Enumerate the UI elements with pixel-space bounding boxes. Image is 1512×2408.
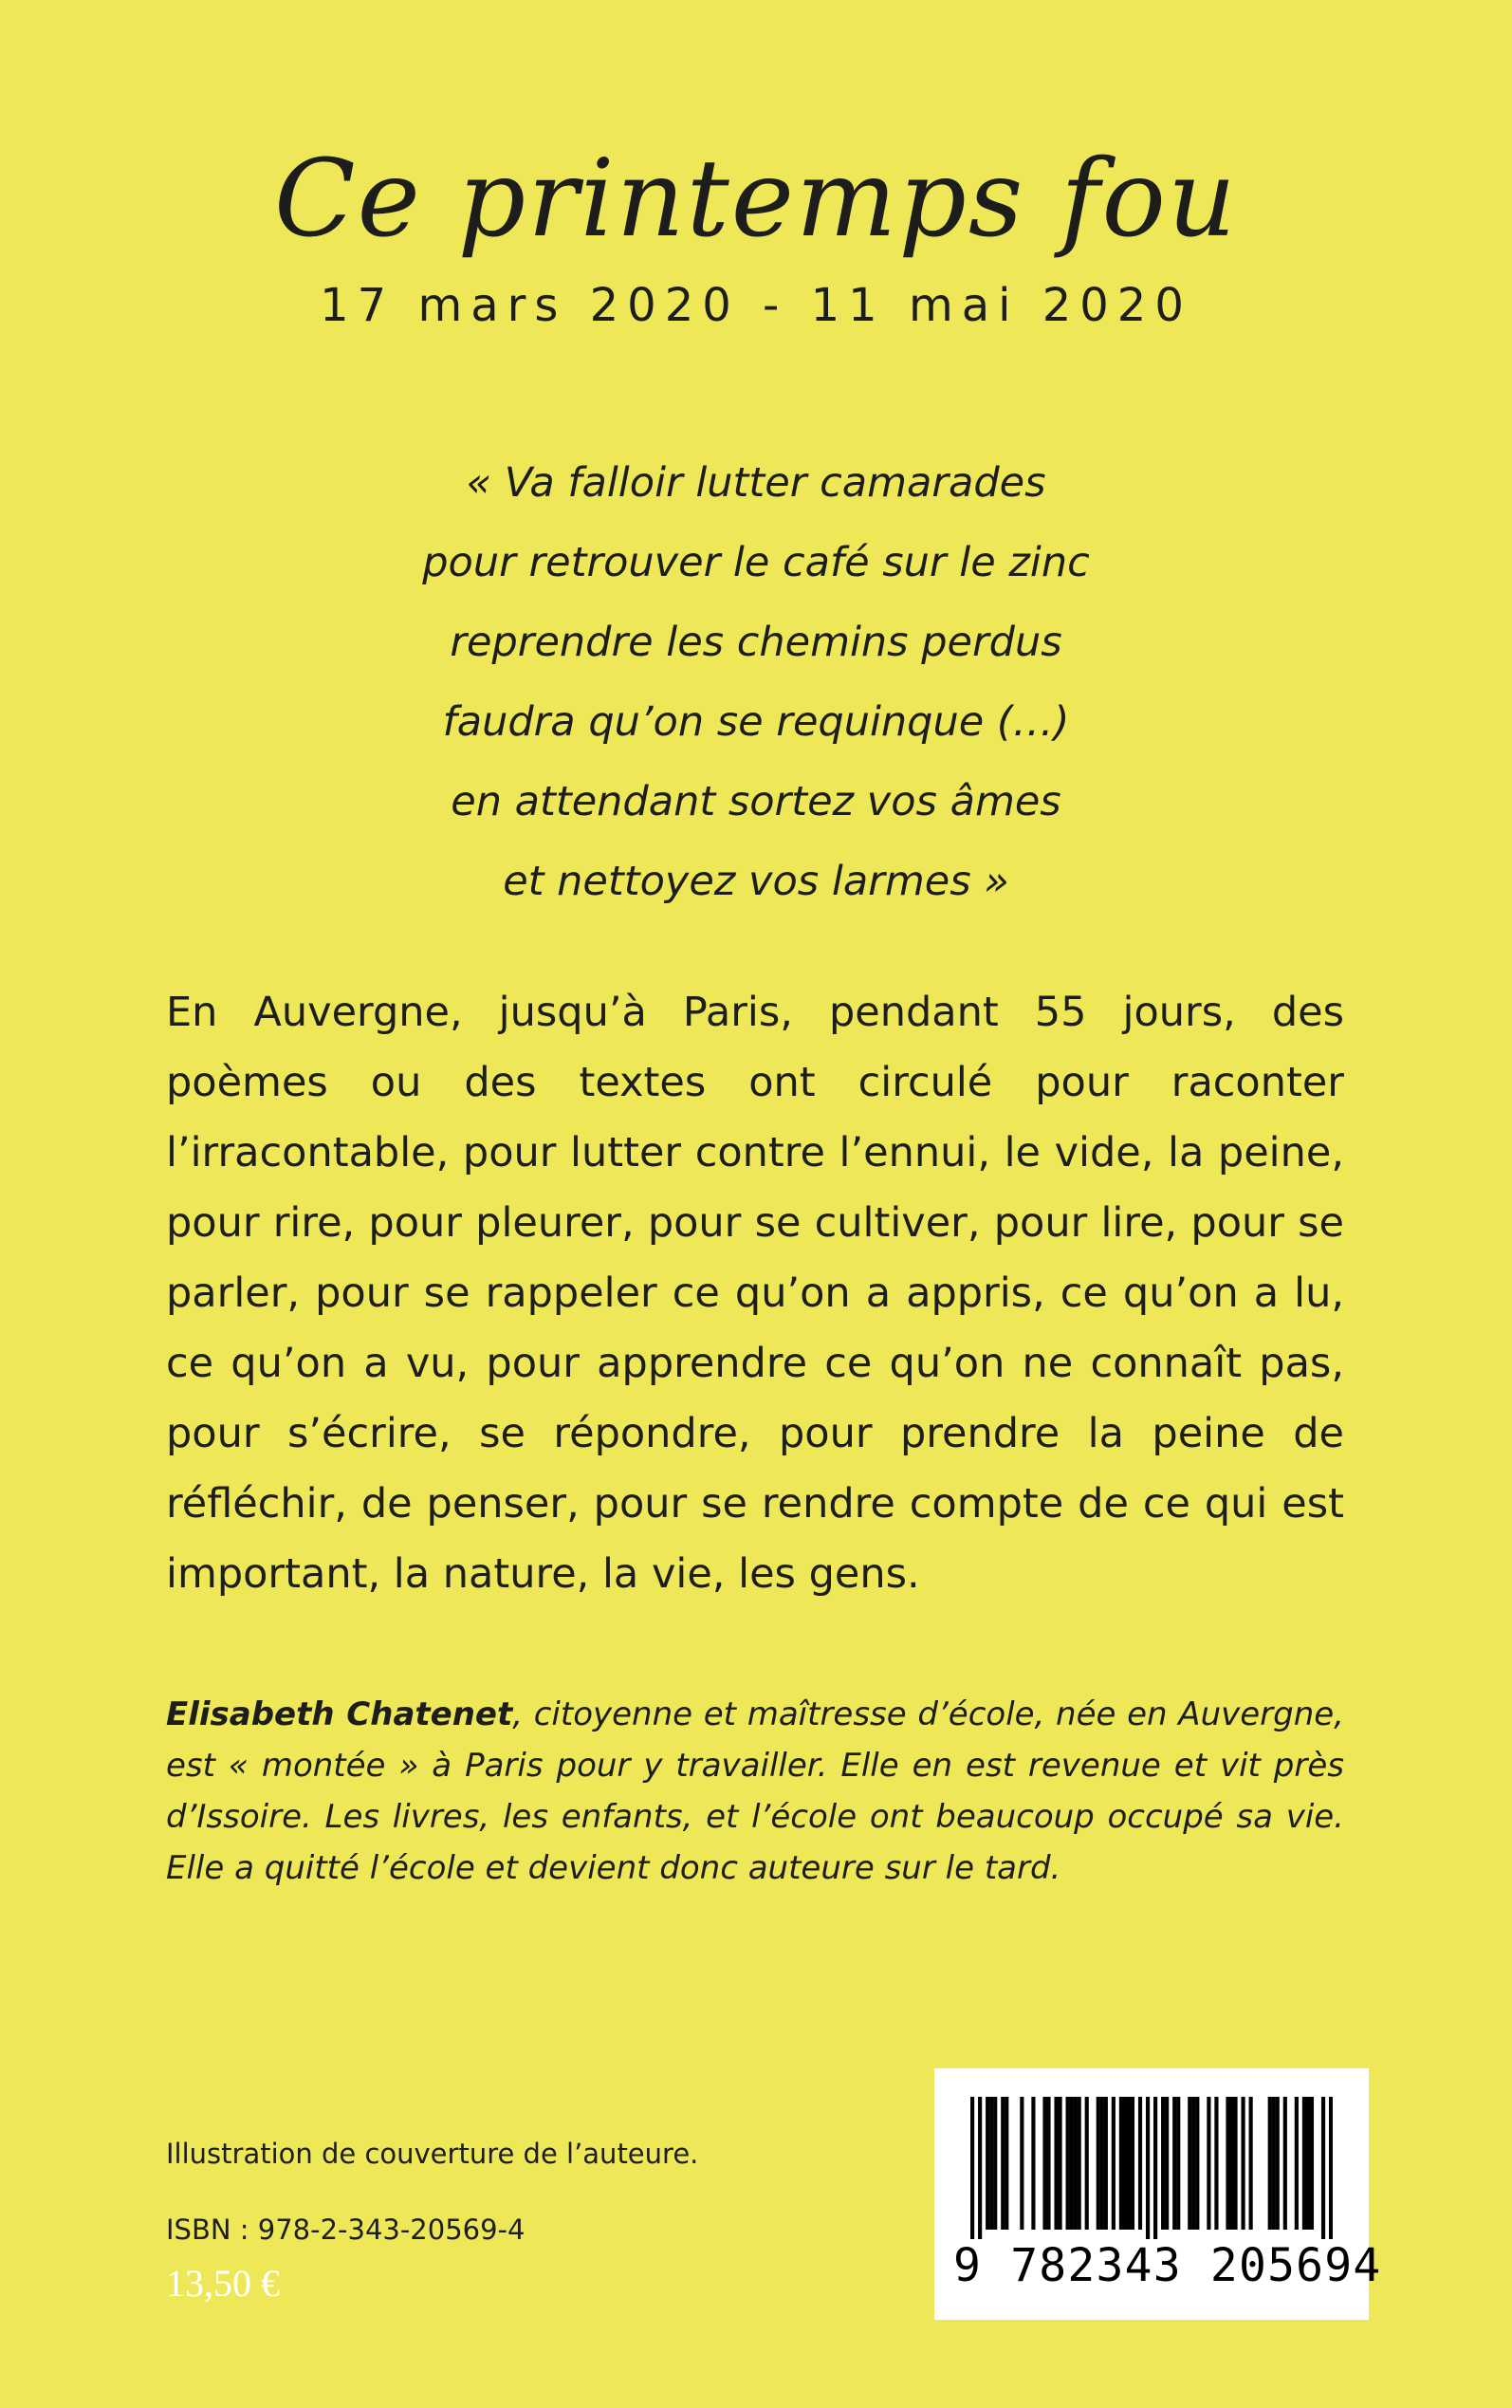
barcode-bar xyxy=(1054,2097,1058,2230)
barcode-bar xyxy=(1123,2097,1127,2230)
barcode-bar xyxy=(1226,2097,1229,2230)
poem-line: « Va falloir lutter camarades xyxy=(466,459,1046,507)
barcode-bar xyxy=(1214,2097,1218,2230)
barcode-bar xyxy=(1302,2097,1306,2230)
barcode-bar xyxy=(1078,2097,1081,2230)
barcode-bar xyxy=(1138,2097,1142,2230)
poem-line: pour retrouver le café sur le zinc xyxy=(422,539,1090,586)
barcode-bar xyxy=(989,2097,993,2230)
poem-line: en attendant sortez vos âmes xyxy=(451,778,1061,825)
barcode-bar xyxy=(1119,2097,1123,2230)
barcode-bar xyxy=(1020,2097,1023,2230)
barcode-bar xyxy=(1100,2097,1104,2230)
barcode-bar xyxy=(1329,2097,1333,2239)
barcode-bar xyxy=(1233,2097,1237,2230)
barcode-bar xyxy=(1272,2097,1276,2230)
book-summary: En Auvergne, jusqu’à Paris, pendant 55 jours, des poèmes ou des textes ont circulé pour raconter l’irracontable, pour lutter contre l’ennui, le vide, la peine, pour rire, pour pleurer, pour se cultiver, pour lire, pour se parler, pour se rappeler ce qu’on a appris, ce qu’on a lu, ce qu’on a vu, pour apprendre ce qu’on ne connaît pas, pour s’écrire, se répondre, pour prendre la peine de réfléchir, de penser, pour se rendre compte de ce qui est important, la nature, la vie, les gens. xyxy=(166,989,1344,1598)
date-range: 17 mars 2020 - 11 mai 2020 xyxy=(320,279,1192,332)
isbn-label: ISBN : 978-2-343-20569-4 xyxy=(166,2214,526,2246)
barcode-bar xyxy=(1310,2097,1314,2230)
author-bio xyxy=(166,1689,1344,1894)
barcode-bars xyxy=(970,2097,1333,2239)
barcode-bar xyxy=(1321,2097,1325,2239)
barcode-bar xyxy=(1229,2097,1233,2230)
barcode-bar xyxy=(1097,2097,1100,2230)
price-label: 13,50 € xyxy=(166,2262,280,2305)
barcode-bar xyxy=(1188,2097,1191,2230)
barcode-digits: 9 782343 205694 xyxy=(953,2239,1382,2292)
poem-excerpt xyxy=(0,450,1512,928)
barcode-bar xyxy=(1127,2097,1131,2230)
barcode-bar xyxy=(970,2097,974,2239)
barcode-bar xyxy=(1306,2097,1310,2230)
barcode-bar xyxy=(1066,2097,1070,2230)
barcode-bar xyxy=(1165,2097,1169,2230)
barcode-bar xyxy=(1074,2097,1078,2230)
poem-line: faudra qu’on se requinque (…) xyxy=(442,698,1070,746)
barcode-bar xyxy=(1046,2097,1050,2230)
barcode-bar xyxy=(1070,2097,1074,2230)
barcode-bar xyxy=(1161,2097,1165,2230)
barcode-bar xyxy=(1176,2097,1180,2230)
barcode-bar xyxy=(1085,2097,1089,2230)
poem-line: et nettoyez vos larmes » xyxy=(503,858,1009,905)
barcode-bar xyxy=(1207,2097,1210,2230)
barcode-bar xyxy=(1058,2097,1061,2230)
poem-line: reprendre les chemins perdus xyxy=(450,619,1062,666)
barcode-bar xyxy=(1031,2097,1035,2230)
barcode-bar xyxy=(1241,2097,1245,2230)
barcode-bar xyxy=(1191,2097,1195,2230)
barcode-bar xyxy=(1172,2097,1176,2230)
barcode-bar xyxy=(986,2097,989,2230)
barcode-bar xyxy=(1283,2097,1287,2230)
author-name: Elisabeth Chatenet xyxy=(166,1695,513,1733)
barcode-bar xyxy=(1268,2097,1272,2230)
barcode xyxy=(934,2068,1382,2320)
barcode-bar xyxy=(1249,2097,1253,2230)
barcode-bar xyxy=(1005,2097,1008,2230)
barcode-bar xyxy=(1295,2097,1299,2230)
cover-illustration-credit: Illustration de couverture de l’auteure. xyxy=(166,2138,699,2170)
barcode-bar xyxy=(978,2097,982,2239)
book-title: Ce printemps fou xyxy=(273,138,1239,261)
barcode-bar xyxy=(1153,2097,1157,2239)
barcode-bar xyxy=(1146,2097,1150,2239)
barcode-bar xyxy=(1195,2097,1199,2230)
author-bio-text: , citoyenne et maîtresse d’école, née en Auvergne, est « montée » à Paris pour y travailler. Elle en est revenue et vit près d’Issoire. Les livres, les enfants, et l’école ont beaucoup occupé sa vie. Elle a quitté l’école et devient donc auteure sur le tard. xyxy=(166,1695,1344,1887)
barcode-bar xyxy=(1104,2097,1108,2230)
barcode-bar xyxy=(1112,2097,1116,2230)
barcode-bar xyxy=(1276,2097,1280,2230)
barcode-bar xyxy=(1131,2097,1134,2230)
barcode-bar xyxy=(1042,2097,1046,2230)
barcode-bar xyxy=(993,2097,997,2230)
barcode-bar xyxy=(1001,2097,1005,2230)
